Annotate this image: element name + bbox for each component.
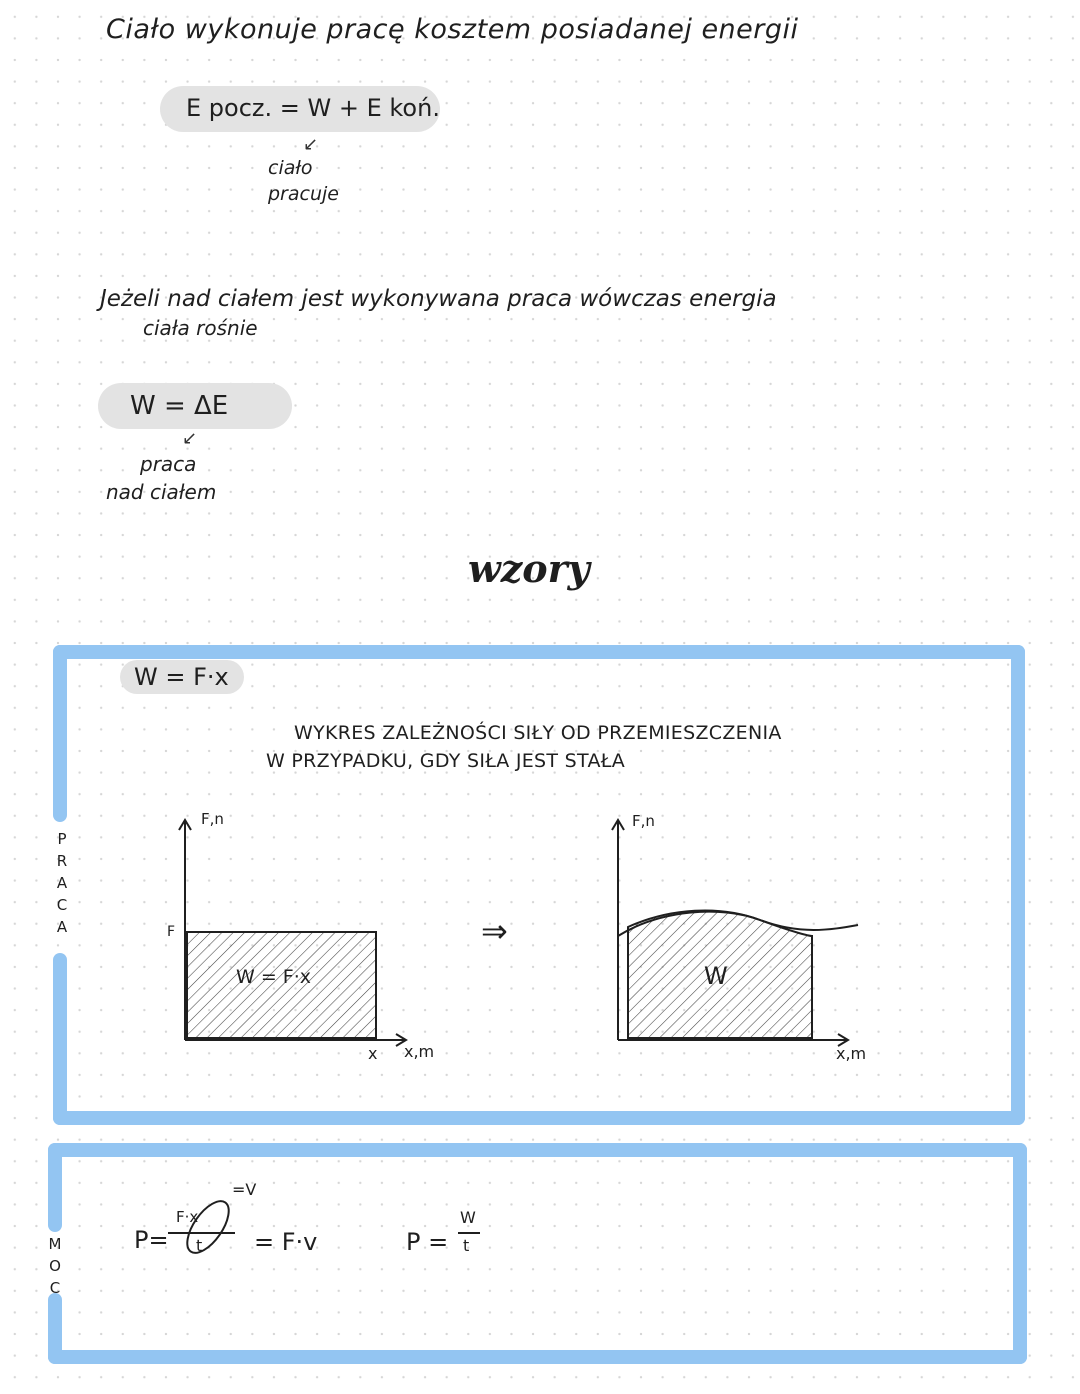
power-result: = F·v xyxy=(254,1228,318,1256)
right-x-label: x,m xyxy=(836,1044,867,1063)
left-graph xyxy=(179,820,406,1046)
intro-text: Ciało wykonuje pracę kosztem posiadanej energii xyxy=(106,14,799,45)
left-area-label: W = F·x xyxy=(236,966,311,988)
power-formula-2-num: W xyxy=(460,1208,476,1227)
right-y-label: F,n xyxy=(632,812,655,830)
arrow-icon: ↙ xyxy=(303,134,319,155)
side-letter: C xyxy=(49,1279,61,1297)
side-letter: P xyxy=(57,830,67,848)
work-energy-formula: W = ΔE xyxy=(130,391,229,421)
left-x-label: x,m xyxy=(404,1042,435,1061)
graph-title-line-1: WYKRES ZALEŻNOŚCI SIŁY OD PRZEMIESZCZENIA xyxy=(294,722,782,744)
work-energy-annotation-1: praca xyxy=(140,452,197,476)
left-y-tick: F xyxy=(167,924,176,940)
power-fraction-bottom: t xyxy=(196,1236,203,1255)
energy-annotation-2: pracuje xyxy=(268,183,339,205)
formulas-heading: wzory xyxy=(468,546,590,591)
implies-arrow-icon: ⇒ xyxy=(481,912,508,950)
side-letter: A xyxy=(56,874,68,892)
power-fraction-top: F·x xyxy=(176,1208,199,1226)
power-side-label xyxy=(45,1233,65,1299)
power-formula-2-left: P = xyxy=(406,1228,449,1256)
cancel-loop xyxy=(179,1194,236,1259)
energy-equation: E pocz. = W + E koń. xyxy=(186,94,440,122)
right-area-label: W xyxy=(704,962,728,990)
velocity-note: =V xyxy=(232,1180,257,1199)
statement-line-2: ciała rośnie xyxy=(143,316,258,340)
side-letter: O xyxy=(49,1257,61,1275)
side-letter: M xyxy=(48,1235,62,1253)
statement-line-1: Jeżeli nad ciałem jest wykonywana praca wówczas energia xyxy=(100,286,777,312)
energy-annotation-1: ciało xyxy=(268,157,313,179)
side-letter: C xyxy=(56,896,68,914)
left-y-label: F,n xyxy=(201,810,224,828)
right-graph xyxy=(612,820,858,1046)
arrow-icon: ↙ xyxy=(182,428,198,449)
work-side-label xyxy=(52,828,72,938)
left-x-tick: x xyxy=(368,1044,378,1063)
side-letter: A xyxy=(56,918,68,936)
power-formula-2-den: t xyxy=(463,1236,470,1255)
side-letter: R xyxy=(56,852,68,870)
work-formula: W = F·x xyxy=(134,663,229,691)
power-symbol: P= xyxy=(134,1226,169,1254)
graph-title-line-2: W PRZYPADKU, GDY SIŁA JEST STAŁA xyxy=(266,750,626,772)
work-energy-annotation-2: nad ciałem xyxy=(106,480,217,504)
